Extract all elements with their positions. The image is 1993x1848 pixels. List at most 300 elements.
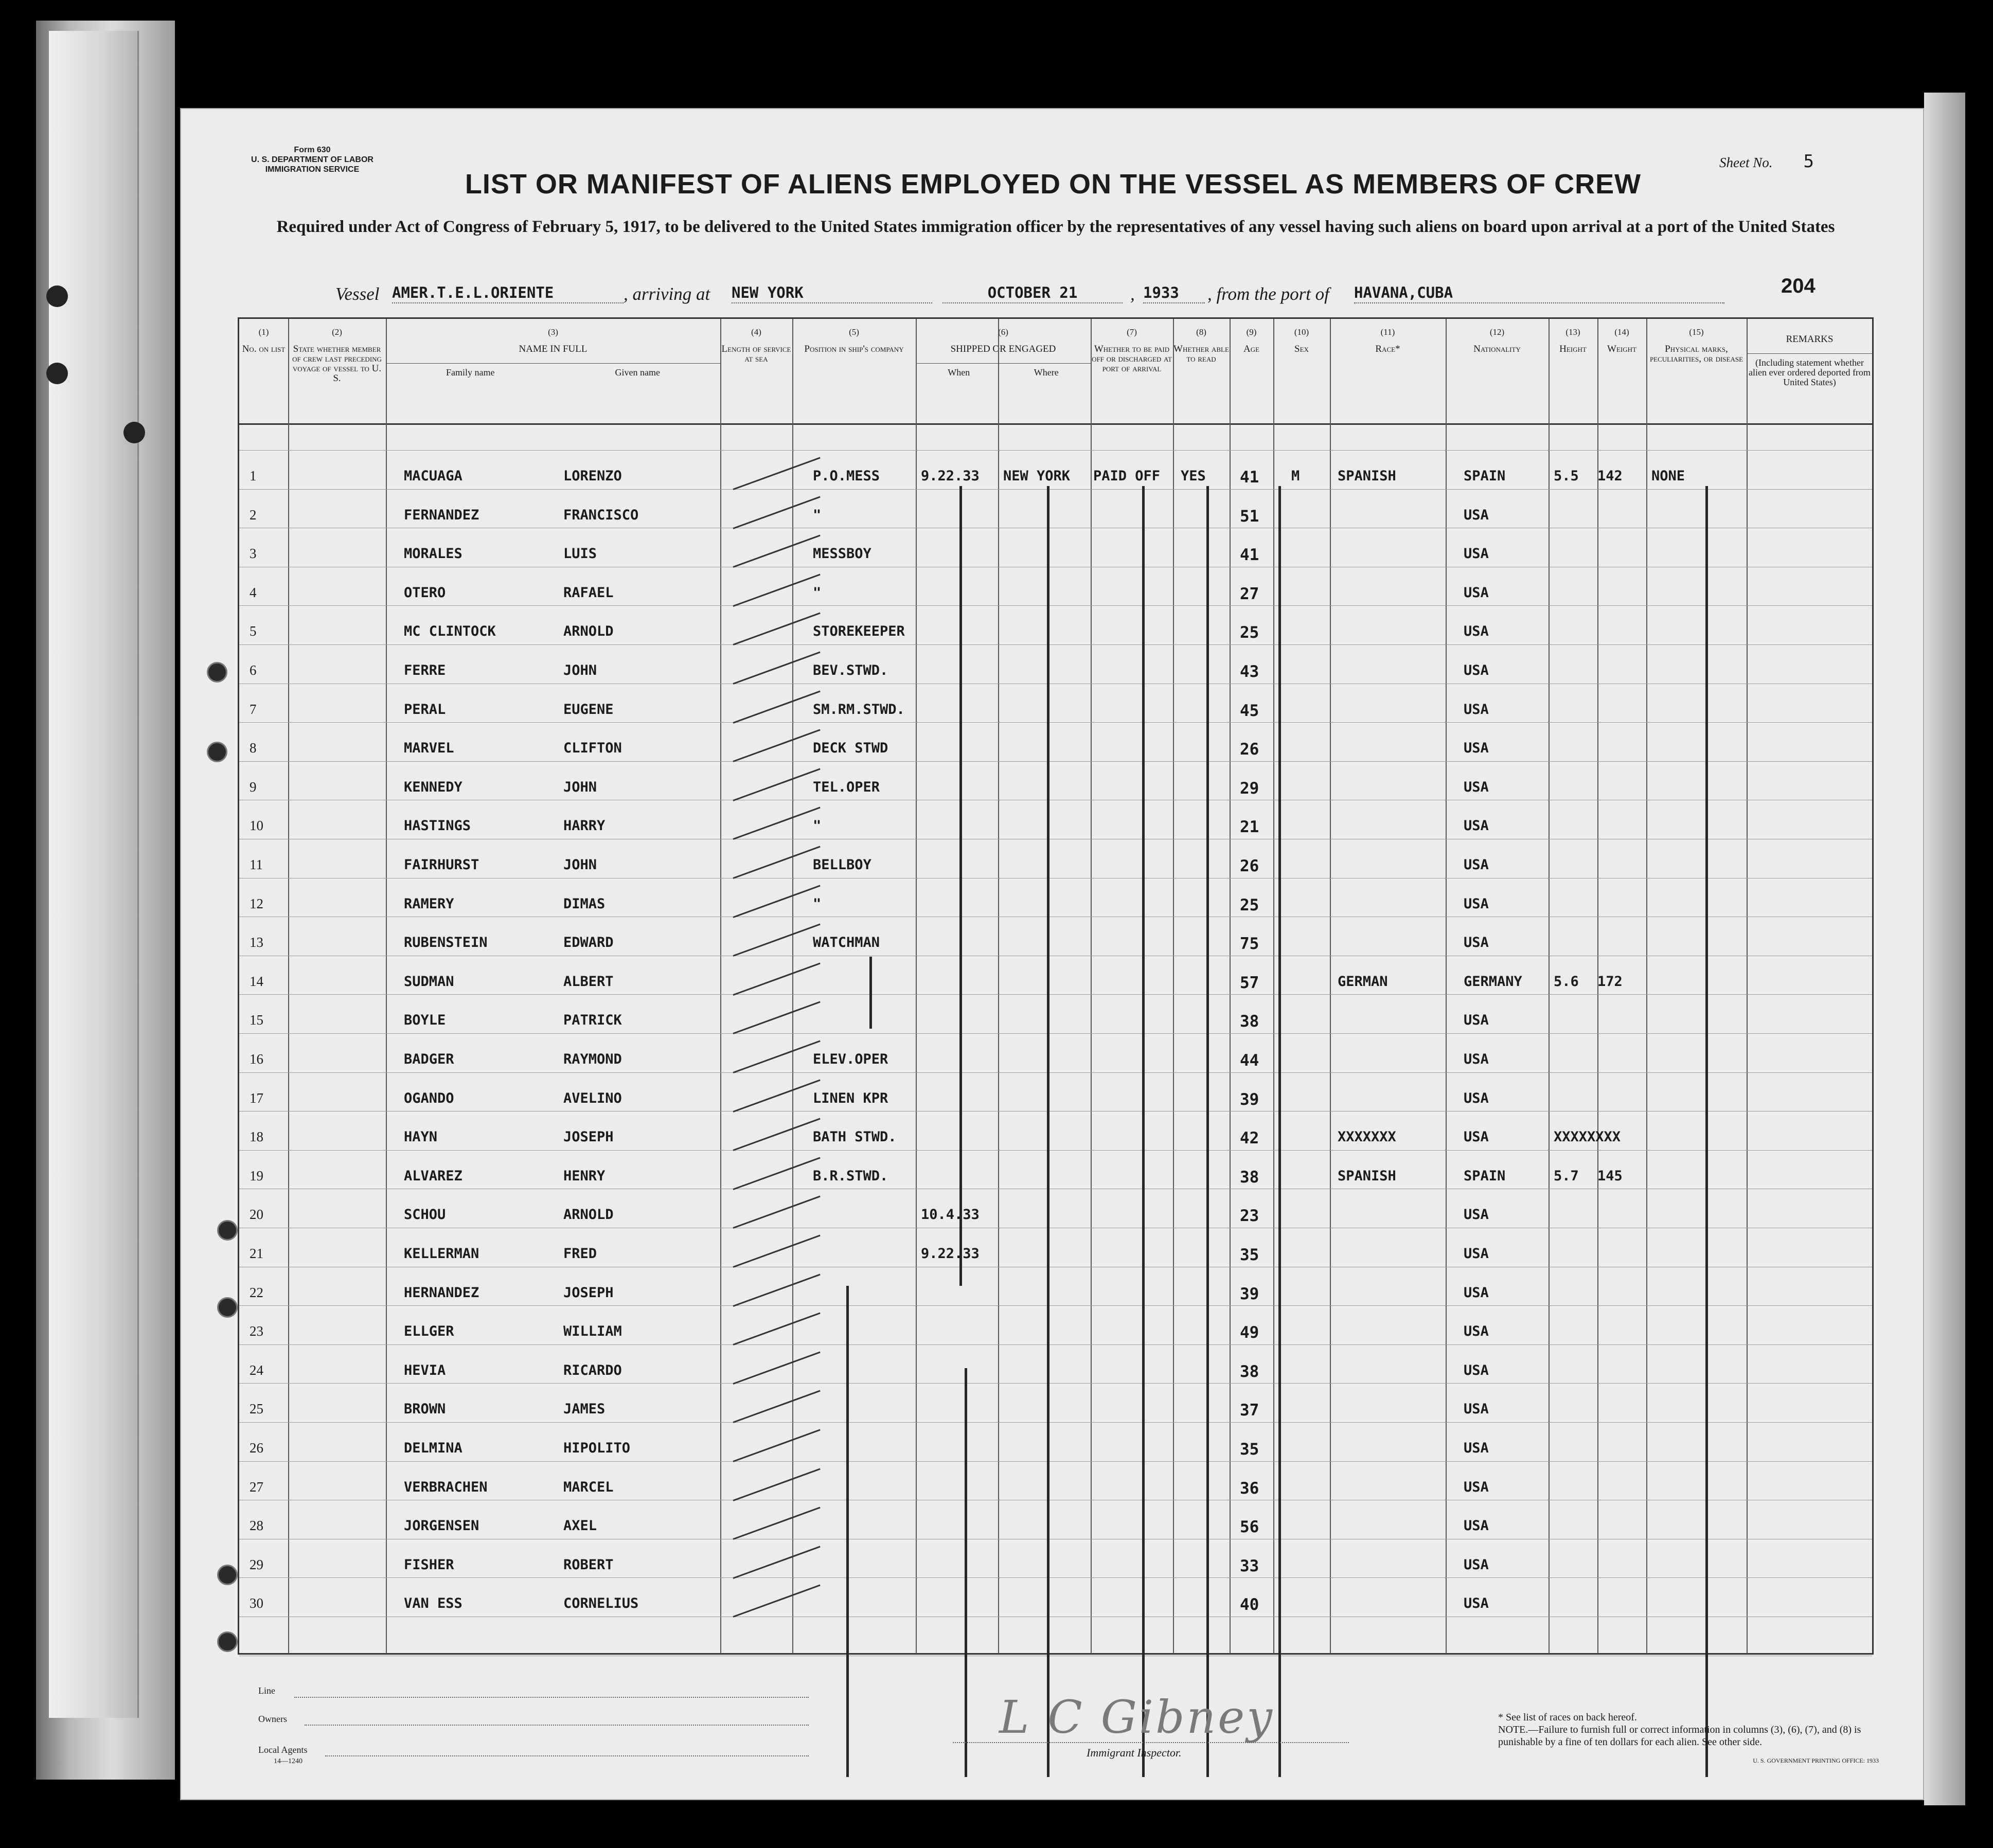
cell-family: HAYN <box>404 1129 438 1145</box>
cell-position: BATH STWD. <box>813 1129 897 1145</box>
crew-row <box>239 1012 1873 1033</box>
crew-row <box>239 1595 1873 1616</box>
arrival-year: 1933 <box>1143 284 1205 303</box>
cell-given: JOHN <box>563 857 597 873</box>
cell-nationality: USA <box>1464 895 1489 912</box>
manifest-footer <box>258 1680 1905 1793</box>
crew-row <box>239 896 1873 917</box>
cell-given: JOHN <box>563 662 597 678</box>
cell-no: 11 <box>250 857 263 872</box>
column-header <box>792 319 916 423</box>
column-title: Whether able to read <box>1173 344 1229 364</box>
cell-age: 44 <box>1240 1051 1259 1070</box>
cell-age: 35 <box>1240 1440 1259 1459</box>
cell-age: 21 <box>1240 818 1259 837</box>
cell-given: MARCEL <box>563 1479 614 1495</box>
column-title: Whether to be paid off or discharged at port of arrival <box>1092 344 1172 374</box>
cell-family: ELLGER <box>404 1323 454 1340</box>
cell-age: 38 <box>1240 1362 1259 1381</box>
cell-nationality: USA <box>1464 1440 1489 1456</box>
cell-age: 29 <box>1240 779 1259 798</box>
column-subtitle: When <box>948 367 970 378</box>
cell-nationality: USA <box>1464 1401 1489 1418</box>
cell-family: FAIRHURST <box>404 857 479 873</box>
crew-row <box>239 1440 1873 1461</box>
column-header <box>1646 319 1747 423</box>
column-header <box>1597 319 1646 423</box>
cell-position: BEV.STWD. <box>813 662 888 678</box>
cell-no: 8 <box>250 740 257 756</box>
cell-given: EDWARD <box>563 935 614 951</box>
ditto-line <box>1705 486 1708 1777</box>
crew-row <box>239 1129 1873 1150</box>
column-title: Nationality <box>1473 344 1521 354</box>
column-title: SHIPPED OR ENGAGED <box>950 344 1056 354</box>
crew-row <box>239 468 1873 489</box>
cell-given: PATRICK <box>563 1012 622 1029</box>
arriving-label: , arriving at <box>624 284 710 304</box>
column-title: Weight <box>1607 344 1636 354</box>
column-subtitle: Given name <box>615 367 660 378</box>
department-name: U. S. DEPARTMENT OF LABOR <box>251 155 373 164</box>
cell-family: RUBENSTEIN <box>404 935 488 951</box>
cell-when: 10.4.33 <box>921 1207 980 1223</box>
cell-no: 1 <box>250 468 257 483</box>
cell-no: 29 <box>250 1556 263 1572</box>
owners-label: Owners <box>258 1714 287 1724</box>
cell-no: 15 <box>250 1012 263 1028</box>
sheet-value: 5 <box>1803 151 1814 172</box>
cell-age: 36 <box>1240 1479 1259 1498</box>
cell-position: DECK STWD <box>813 740 888 757</box>
crew-row <box>239 818 1873 838</box>
cell-age: 41 <box>1240 468 1259 487</box>
cell-family: ALVAREZ <box>404 1168 462 1184</box>
column-number: (3) <box>548 327 558 337</box>
cell-given: CORNELIUS <box>563 1595 639 1612</box>
cell-family: HERNANDEZ <box>404 1284 479 1301</box>
cell-age: 57 <box>1240 973 1259 992</box>
cell-given: EUGENE <box>563 701 614 717</box>
cell-given: RICARDO <box>563 1362 622 1378</box>
cell-no: 2 <box>250 507 257 523</box>
column-number: (8) <box>1196 327 1206 337</box>
crew-row <box>239 1323 1873 1344</box>
from-port-label: , from the port of <box>1207 284 1329 304</box>
departure-port: HAVANA,CUBA <box>1354 284 1724 303</box>
inspector-signature: L C Gibney <box>999 1691 1274 1744</box>
cell-nationality: USA <box>1464 1090 1489 1106</box>
cell-family: OTERO <box>404 584 446 601</box>
ditto-line <box>1278 486 1281 1777</box>
column-subtitle: (Including statement whether alien ever ordered deported from United States) <box>1749 357 1871 387</box>
vessel-info-line: Vessel AMER.T.E.L.ORIENTE , arriving at NEW YORK OCTOBER 21 , 1933 , from the port of HAVANA,CUBA <box>335 284 1879 308</box>
crew-row <box>239 1362 1873 1383</box>
column-header <box>916 319 1091 423</box>
cell-nationality: USA <box>1464 1051 1489 1067</box>
cell-race: SPANISH <box>1338 468 1396 484</box>
cell-when: 9.22.33 <box>921 1246 980 1262</box>
binder-hole <box>46 285 68 307</box>
cell-position: BELLBOY <box>813 857 871 873</box>
cell-nationality: USA <box>1464 935 1489 951</box>
cell-position: STOREKEEPER <box>813 623 905 640</box>
cell-given: FRANCISCO <box>563 507 639 523</box>
cell-age: 40 <box>1240 1595 1259 1614</box>
cell-nationality: USA <box>1464 779 1489 795</box>
cell-nationality: USA <box>1464 1323 1489 1340</box>
cell-given: FRED <box>563 1246 597 1262</box>
crew-row <box>239 702 1873 722</box>
cell-nationality: USA <box>1464 857 1489 873</box>
crew-row <box>239 507 1873 528</box>
punch-hole <box>207 742 227 762</box>
crew-row <box>239 1401 1873 1422</box>
cell-given: AVELINO <box>563 1090 622 1106</box>
cell-height: 5.6 <box>1554 973 1579 990</box>
cell-position: MESSBOY <box>813 546 871 562</box>
crew-manifest-table <box>238 317 1874 1655</box>
cell-age: 33 <box>1240 1556 1259 1575</box>
inspector-label: Immigrant Inspector. <box>1087 1746 1182 1759</box>
column-number: (9) <box>1246 327 1257 337</box>
cell-nationality: USA <box>1464 1518 1489 1534</box>
cell-nationality: USA <box>1464 1595 1489 1612</box>
cell-position: SM.RM.STWD. <box>813 701 905 717</box>
cell-no: 5 <box>250 623 257 639</box>
cell-nationality: USA <box>1464 1556 1489 1573</box>
cell-given: HARRY <box>563 818 606 834</box>
cell-nationality: GERMANY <box>1464 973 1522 990</box>
cell-no: 26 <box>250 1440 263 1456</box>
cell-given: HIPOLITO <box>563 1440 631 1456</box>
page-stamp-number: 204 <box>1781 275 1816 297</box>
arrival-date: OCTOBER 21 <box>942 284 1123 303</box>
cell-no: 6 <box>250 662 257 678</box>
cell-given: WILLIAM <box>563 1323 622 1340</box>
cell-family: MARVEL <box>404 740 454 757</box>
ditto-line <box>959 486 962 1286</box>
column-title: REMARKS <box>1786 334 1834 345</box>
cell-no: 16 <box>250 1051 263 1067</box>
crew-row <box>239 857 1873 877</box>
cell-given: DIMAS <box>563 895 606 912</box>
cell-no: 28 <box>250 1518 263 1534</box>
cell-position: " <box>813 895 822 912</box>
column-header <box>386 319 720 423</box>
cell-race: SPANISH <box>1338 1168 1396 1184</box>
cell-position: " <box>813 584 822 601</box>
column-number: (13) <box>1565 327 1580 337</box>
cell-family: FERRE <box>404 662 446 678</box>
cell-no: 12 <box>250 895 263 911</box>
cell-family: MORALES <box>404 546 462 562</box>
cell-age: 35 <box>1240 1246 1259 1264</box>
column-header <box>1230 319 1273 423</box>
crew-row <box>239 1518 1873 1538</box>
cell-nationality: SPAIN <box>1464 1168 1506 1184</box>
printer-note: U. S. GOVERNMENT PRINTING OFFICE: 1933 <box>1753 1757 1879 1764</box>
cell-family: RAMERY <box>404 895 454 912</box>
cell-age: 26 <box>1240 857 1259 875</box>
cell-family: MC CLINTOCK <box>404 623 496 640</box>
agents-code: 14—1240 <box>274 1757 302 1765</box>
cell-position: ELEV.OPER <box>813 1051 888 1067</box>
column-number: (5) <box>849 327 859 337</box>
column-number: (6) <box>998 327 1008 337</box>
column-number: (15) <box>1689 327 1704 337</box>
cell-age: 45 <box>1240 701 1259 720</box>
cell-no: 7 <box>250 701 257 717</box>
cell-no: 18 <box>250 1129 263 1145</box>
column-number: (1) <box>258 327 269 337</box>
crew-row <box>239 974 1873 994</box>
cell-nationality: USA <box>1464 623 1489 640</box>
column-title: NAME IN FULL <box>519 344 588 354</box>
crew-row <box>239 1051 1873 1072</box>
column-title: State whether member of crew last preceding voyage of vessel to U. S. <box>292 344 382 384</box>
cell-no: 19 <box>250 1168 263 1183</box>
punch-hole <box>217 1565 238 1585</box>
column-title: No. on list <box>242 344 286 354</box>
form-number: Form 630 <box>294 146 331 154</box>
races-note: * See list of races on back hereof. <box>1498 1712 1637 1723</box>
cell-no: 23 <box>250 1323 263 1339</box>
vessel-name: AMER.T.E.L.ORIENTE <box>392 284 624 303</box>
cell-family: BOYLE <box>404 1012 446 1029</box>
cell-position: " <box>813 818 822 834</box>
punch-hole <box>217 1297 238 1318</box>
cell-family: DELMINA <box>404 1440 462 1456</box>
cell-family: BROWN <box>404 1401 446 1418</box>
cell-position: TEL.OPER <box>813 779 880 795</box>
column-number: (14) <box>1614 327 1629 337</box>
crew-row <box>239 585 1873 605</box>
paper-stack-edge <box>1924 93 1965 1805</box>
cell-given: HENRY <box>563 1168 606 1184</box>
cell-no: 13 <box>250 935 263 950</box>
column-header <box>1747 319 1873 423</box>
cell-no: 27 <box>250 1479 263 1495</box>
cell-age: 75 <box>1240 935 1259 954</box>
column-header <box>1173 319 1230 423</box>
column-title: Sex <box>1294 344 1309 354</box>
cell-paid: PAID OFF <box>1093 468 1161 484</box>
column-number: (10) <box>1294 327 1309 337</box>
cell-no: 14 <box>250 973 263 989</box>
cell-age: 51 <box>1240 507 1259 526</box>
crew-row <box>239 546 1873 566</box>
crew-row <box>239 1246 1873 1266</box>
cell-weight: 145 <box>1597 1168 1623 1184</box>
cell-family: KENNEDY <box>404 779 462 795</box>
cell-race: XXXXXXX <box>1338 1129 1396 1145</box>
cell-age: 25 <box>1240 895 1259 914</box>
binder-hole <box>123 422 145 443</box>
cell-position: WATCHMAN <box>813 935 880 951</box>
cell-position: B.R.STWD. <box>813 1168 888 1184</box>
cell-weight: 172 <box>1597 973 1623 990</box>
cell-age: 37 <box>1240 1401 1259 1420</box>
crew-row <box>239 740 1873 761</box>
vessel-label: Vessel <box>335 284 380 304</box>
cell-weight: 142 <box>1597 468 1623 484</box>
cell-no: 24 <box>250 1362 263 1378</box>
binder-tab <box>49 31 139 1718</box>
crew-row <box>239 1168 1873 1189</box>
crew-row <box>239 1285 1873 1305</box>
cell-height: 5.5 <box>1554 468 1579 484</box>
cell-nationality: USA <box>1464 701 1489 717</box>
cell-family: JORGENSEN <box>404 1518 479 1534</box>
cell-age: 39 <box>1240 1284 1259 1303</box>
cell-age: 23 <box>1240 1207 1259 1226</box>
crew-row <box>239 623 1873 644</box>
cell-given: ARNOLD <box>563 1207 614 1223</box>
cell-no: 17 <box>250 1090 263 1106</box>
column-header <box>1446 319 1549 423</box>
cell-no: 4 <box>250 584 257 600</box>
cell-nationality: USA <box>1464 1284 1489 1301</box>
cell-age: 49 <box>1240 1323 1259 1342</box>
cell-no: 9 <box>250 779 257 795</box>
column-title: Age <box>1243 344 1260 354</box>
cell-family: FISHER <box>404 1556 454 1573</box>
crew-row <box>239 1557 1873 1577</box>
cell-given: JOHN <box>563 779 597 795</box>
ditto-line <box>1047 486 1049 1777</box>
cell-age: 26 <box>1240 740 1259 759</box>
cell-marks: NONE <box>1651 468 1685 484</box>
cell-nationality: USA <box>1464 1479 1489 1495</box>
cell-family: HEVIA <box>404 1362 446 1378</box>
cell-family: VAN ESS <box>404 1595 462 1612</box>
column-title: Physical marks, peculiarities, or disease <box>1649 344 1743 364</box>
cell-given: LORENZO <box>563 468 622 484</box>
cell-nationality: USA <box>1464 584 1489 601</box>
crew-row <box>239 1479 1873 1500</box>
cell-nationality: USA <box>1464 1246 1489 1262</box>
punch-hole <box>207 662 227 683</box>
column-header <box>288 319 386 423</box>
cell-nationality: USA <box>1464 1207 1489 1223</box>
crew-row <box>239 779 1873 800</box>
manifest-sheet <box>180 108 1924 1800</box>
column-number: (7) <box>1127 327 1137 337</box>
cell-family: VERBRACHEN <box>404 1479 488 1495</box>
cell-given: LUIS <box>563 546 597 562</box>
line-label: Line <box>258 1685 275 1696</box>
cell-given: JOSEPH <box>563 1129 614 1145</box>
ditto-line <box>1206 486 1209 1777</box>
cell-given: ARNOLD <box>563 623 614 640</box>
column-header <box>1330 319 1446 423</box>
cell-height: 5.7 <box>1554 1168 1579 1184</box>
cell-nationality: USA <box>1464 1129 1489 1145</box>
column-title: Length of service at sea <box>721 344 791 364</box>
cell-position: LINEN KPR <box>813 1090 888 1106</box>
column-header <box>1273 319 1330 423</box>
column-header <box>1549 319 1597 423</box>
cell-age: 43 <box>1240 662 1259 681</box>
page-title: LIST OR MANIFEST OF ALIENS EMPLOYED ON THE VESSEL AS MEMBERS OF CREW <box>465 169 1642 200</box>
punch-hole <box>217 1220 238 1241</box>
cell-nationality: USA <box>1464 1012 1489 1029</box>
cell-family: OGANDO <box>404 1090 454 1106</box>
cell-nationality: USA <box>1464 1362 1489 1378</box>
sheet-label: Sheet No. <box>1719 155 1773 170</box>
cell-family: BADGER <box>404 1051 454 1067</box>
cell-age: 27 <box>1240 584 1259 603</box>
cell-age: 25 <box>1240 623 1259 642</box>
cell-family: MACUAGA <box>404 468 462 484</box>
cell-no: 25 <box>250 1401 263 1417</box>
service-name: IMMIGRATION SERVICE <box>265 165 360 174</box>
cell-family: FERNANDEZ <box>404 507 479 523</box>
cell-family: KELLERMAN <box>404 1246 479 1262</box>
penalty-note: NOTE.—Failure to furnish full or correct information in columns (3), (6), (7), and (8) is punishable by a fine of ten dollars for each alien. See other side. <box>1498 1724 1861 1748</box>
cell-no: 3 <box>250 546 257 562</box>
column-title: Height <box>1559 344 1587 354</box>
crew-row <box>239 935 1873 955</box>
cell-family: SUDMAN <box>404 973 454 990</box>
cell-nationality: USA <box>1464 507 1489 523</box>
column-header <box>720 319 792 423</box>
cell-age: 38 <box>1240 1012 1259 1031</box>
column-number: (2) <box>332 327 342 337</box>
cell-no: 20 <box>250 1207 263 1223</box>
column-header <box>1091 319 1173 423</box>
crew-row <box>239 1090 1873 1111</box>
cell-age: 38 <box>1240 1168 1259 1187</box>
cell-given: AXEL <box>563 1518 597 1534</box>
ditto-line <box>1142 486 1145 1777</box>
cell-no: 30 <box>250 1595 263 1611</box>
cell-given: JOSEPH <box>563 1284 614 1301</box>
ditto-line <box>869 957 872 1029</box>
column-subtitle: Family name <box>446 367 495 378</box>
cell-nationality: USA <box>1464 546 1489 562</box>
cell-no: 10 <box>250 818 263 834</box>
cell-age: 56 <box>1240 1518 1259 1537</box>
cell-age: 41 <box>1240 546 1259 565</box>
cell-position: P.O.MESS <box>813 468 880 484</box>
cell-given: RAFAEL <box>563 584 614 601</box>
cell-family: PERAL <box>404 701 446 717</box>
cell-race: GERMAN <box>1338 973 1388 990</box>
cell-position: " <box>813 507 822 523</box>
binder-hole <box>46 363 68 384</box>
cell-given: ALBERT <box>563 973 614 990</box>
cell-nationality: USA <box>1464 740 1489 757</box>
cell-nationality: USA <box>1464 818 1489 834</box>
cell-given: RAYMOND <box>563 1051 622 1067</box>
cell-read: YES <box>1181 468 1206 484</box>
cell-where: NEW YORK <box>1003 468 1071 484</box>
column-subtitle: Where <box>1034 367 1059 378</box>
cell-given: CLIFTON <box>563 740 622 757</box>
column-number: (12) <box>1489 327 1505 337</box>
column-number: (4) <box>751 327 761 337</box>
cell-no: 22 <box>250 1284 263 1300</box>
agents-label: Local Agents <box>258 1745 308 1755</box>
cell-family: HASTINGS <box>404 818 471 834</box>
arrival-port: NEW YORK <box>732 284 932 303</box>
column-number: (11) <box>1380 327 1395 337</box>
cell-when: 9.22.33 <box>921 468 980 484</box>
column-title: Race* <box>1375 344 1400 354</box>
page-subtitle: Required under Act of Congress of February 5, 1917, to be delivered to the United States immigration officer by the representatives of any vessel having such aliens on board upon arrival at a port of the United States <box>276 218 1835 236</box>
